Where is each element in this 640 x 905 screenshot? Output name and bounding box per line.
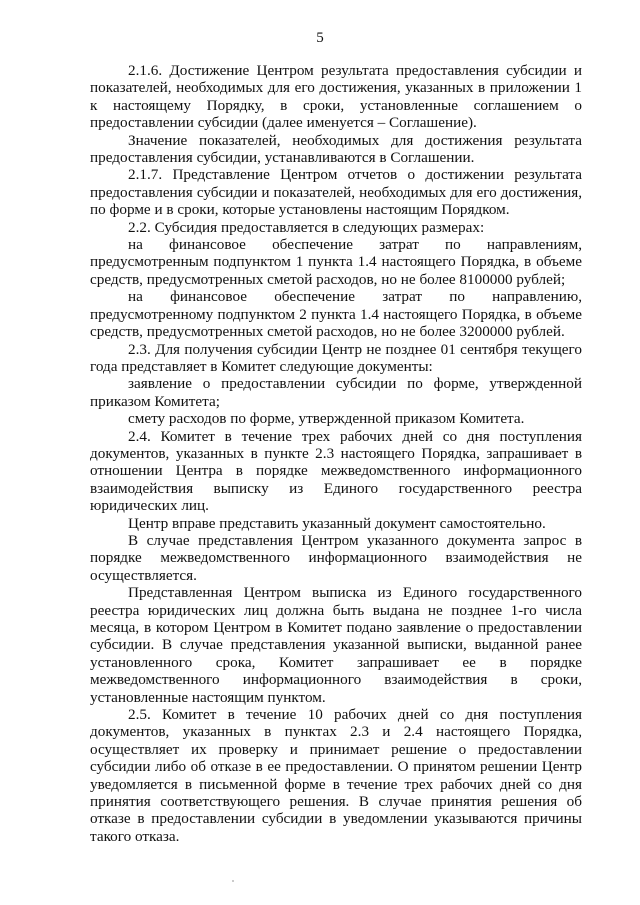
paragraph-subsidy-amount-1: на финансовое обеспечение затрат по направлениям, предусмотренным подпунктом 1 пункта 1.4 настоящего Порядка, в объеме средств, предусмотренных сметой расходов, но не более 8100000 рублей; xyxy=(90,236,582,288)
scan-speck xyxy=(232,880,234,882)
document-body xyxy=(90,62,582,845)
paragraph-2-1-7: 2.1.7. Представление Центром отчетов о достижении результата предоставления субсидии и показателей, необходимых для его достижения, по форме и в сроки, которые установлены настоящим Порядком. xyxy=(90,166,582,219)
paragraph-2-3: 2.3. Для получения субсидии Центр не позднее 01 сентября текущего года представляет в Комитет следующие документы: xyxy=(90,340,582,375)
paragraph-estimate: смету расходов по форме, утвержденной приказом Комитета. xyxy=(128,410,525,428)
page-number: 5 xyxy=(316,30,324,46)
paragraph-self-submission: Центр вправе представить указанный документ самостоятельно. xyxy=(128,514,546,532)
paragraph-2-4: 2.4. Комитет в течение трех рабочих дней со дня поступления документов, указанных в пункте 2.3 настоящего Порядка, запрашивает в отношении Центра в порядке межведомственного информационного взаимодействия выписку из Единого государственного реестра юридических лиц. xyxy=(90,427,582,515)
paragraph-2-1-6: 2.1.6. Достижение Центром результата предоставления субсидии и показателей, необходимых для его достижения, указанных в приложении 1 к настоящему Порядку, в сроки, установленные соглашением о предоставлении субсидии (далее именуется – Соглашение). xyxy=(90,62,582,132)
paragraph-2-5: 2.5. Комитет в течение 10 рабочих дней со дня поступления документов, указанных в пунктах 2.3 и 2.4 настоящего Порядка, осуществляет их проверку и принимает решение о предоставлении субсидии либо об отказе в ее предоставлении. О принятом решении Центр уведомляется в письменной форме в течение трех рабочих дней со дня принятия соответствующего решения. В случае принятия решения об отказе в предоставлении субсидии в уведомлении указываются причины такого отказа. xyxy=(90,706,582,845)
paragraph-application: заявление о предоставлении субсидии по форме, утвержденной приказом Комитета; xyxy=(90,375,582,410)
paragraph-2-2: 2.2. Субсидия предоставляется в следующих размерах: xyxy=(128,218,485,236)
paragraph-indicators-value: Значение показателей, необходимых для достижения результата предоставления субсидии, устанавливаются в Соглашении. xyxy=(90,131,582,167)
paragraph-extract-validity: Представленная Центром выписка из Единого государственного реестра юридических лиц должна быть выдана не позднее 1-го числа месяца, в котором Центром в Комитет подано заявление о предоставлении субсидии. В случае представления указанной выписки, выданной ранее установленного срока, Комитет запрашивает ее в порядке межведомственного информационного взаимодействия в сроки, установленные настоящим пунктом. xyxy=(90,584,582,706)
paragraph-no-request: В случае представления Центром указанного документа запрос в порядке межведомственного информационного взаимодействия не осуществляется. xyxy=(90,531,582,584)
paragraph-subsidy-amount-2: на финансовое обеспечение затрат по направлению, предусмотренному подпунктом 2 пункта 1.4 настоящего Порядка, в объеме средств, предусмотренных сметой расходов, но не более 3200000 рублей. xyxy=(90,288,582,341)
